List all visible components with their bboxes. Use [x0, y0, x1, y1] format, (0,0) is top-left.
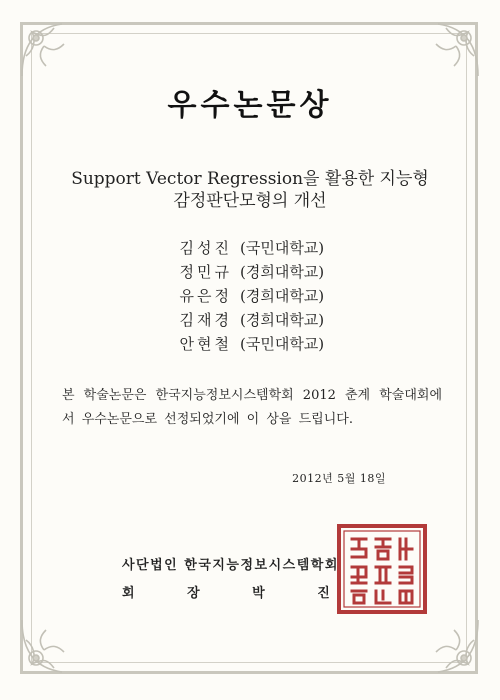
corner-ornament-icon [14, 16, 84, 86]
award-title: 우수논문상 [167, 88, 333, 123]
author-row [0, 332, 500, 356]
author-affiliation: (국민대학교) [240, 239, 325, 257]
author-name: 안현철 [179, 335, 232, 353]
author-affiliation: (국민대학교) [240, 335, 325, 353]
author-list [0, 236, 500, 356]
president-name: 회 장 박 진 [122, 586, 354, 601]
organization-name: 사단법인 한국지능정보시스템학회 [122, 558, 339, 573]
certificate-body-text: 본 학술논문은 한국지능정보시스템학회 2012 춘계 학술대회에서 우수논문으로 선정되었기에 이 상을 드립니다. [62, 388, 442, 427]
award-date: 2012년 5월 18일 [292, 472, 386, 485]
author-affiliation: (경희대학교) [240, 263, 325, 281]
corner-ornament-icon [416, 16, 486, 86]
author-row [0, 308, 500, 332]
author-row [0, 284, 500, 308]
author-affiliation: (경희대학교) [240, 287, 325, 305]
author-affiliation: (경희대학교) [240, 311, 325, 329]
official-seal-icon [336, 523, 428, 615]
paper-title-line-1: Support Vector Regression을 활용한 지능형 [71, 169, 429, 189]
author-name: 정민규 [179, 263, 232, 281]
corner-ornament-icon [14, 610, 84, 680]
author-name: 김성진 [179, 239, 232, 257]
author-name: 유은정 [179, 287, 232, 305]
author-name: 김재경 [179, 311, 232, 329]
paper-title [40, 168, 460, 212]
corner-ornament-icon [416, 610, 486, 680]
paper-title-line-2: 감정판단모형의 개선 [173, 191, 327, 211]
author-row [0, 236, 500, 260]
author-row [0, 260, 500, 284]
